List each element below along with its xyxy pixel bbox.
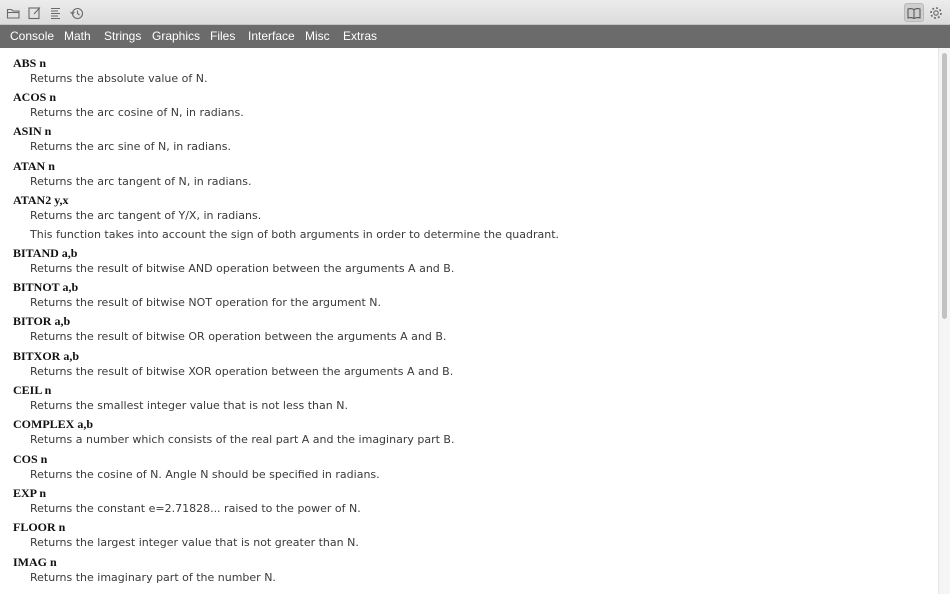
function-description: This function takes into account the sign of both arguments in order to determine the quadrant. [30,228,560,241]
function-signature: BITOR a,b [13,314,71,328]
book-icon[interactable] [904,3,924,22]
toolbar [0,0,950,25]
function-description: Returns the cosine of N. Angle N should be specified in radians. [30,468,380,481]
function-signature: ASIN n [13,124,52,138]
tab-console[interactable]: Console [10,29,55,43]
tab-files[interactable]: Files [210,29,236,43]
function-signature: BITAND a,b [13,246,78,260]
edit-note-icon[interactable] [25,3,45,22]
tab-math[interactable]: Math [64,29,91,43]
function-description: Returns the result of bitwise OR operation between the arguments A and B. [30,330,447,343]
tab-graphics[interactable]: Graphics [152,29,201,43]
tab-strings[interactable]: Strings [104,29,142,43]
function-signature: IMAG n [13,555,57,569]
function-description: Returns the arc cosine of N, in radians. [30,106,244,119]
function-signature: ABS n [13,56,47,70]
function-signature: ATAN n [13,159,55,173]
function-signature: BITNOT a,b [13,280,79,294]
function-description: Returns a number which consists of the real part A and the imaginary part B. [30,433,455,446]
function-description: Returns the result of bitwise NOT operation for the argument N. [30,296,381,309]
function-description: Returns the arc tangent of Y/X, in radians. [30,209,262,222]
text-list-icon[interactable] [46,3,66,22]
reference-content [0,48,938,594]
function-description: Returns the result of bitwise XOR operation between the arguments A and B. [30,365,454,378]
gear-icon[interactable] [926,3,946,22]
function-signature: EXP n [13,486,47,500]
function-description: Returns the imaginary part of the number N. [30,571,276,584]
function-description: Returns the constant e=2.71828... raised to the power of N. [30,502,361,515]
function-description: Returns the arc sine of N, in radians. [30,140,231,153]
scrollbar-thumb[interactable] [942,53,947,319]
folder-open-icon[interactable] [4,3,24,22]
function-description: Returns the arc tangent of N, in radians. [30,175,252,188]
function-signature: COMPLEX a,b [13,417,94,431]
function-signature: COS n [13,452,48,466]
history-icon[interactable] [67,3,87,22]
function-signature: ACOS n [13,90,57,104]
tab-extras[interactable]: Extras [343,29,378,43]
function-signature: BITXOR a,b [13,349,80,363]
function-description: Returns the result of bitwise AND operation between the arguments A and B. [30,262,455,275]
tab-misc[interactable]: Misc [305,29,330,43]
function-description: Returns the smallest integer value that is not less than N. [30,399,348,412]
function-signature: FLOOR n [13,520,66,534]
function-description: Returns the absolute value of N. [30,72,208,85]
function-signature: CEIL n [13,383,52,397]
function-description: Returns the largest integer value that is not greater than N. [30,536,359,549]
tab-bar [0,25,950,48]
function-signature: ATAN2 y,x [13,193,69,207]
tab-interface[interactable]: Interface [248,29,295,43]
vertical-scrollbar[interactable] [938,48,950,594]
